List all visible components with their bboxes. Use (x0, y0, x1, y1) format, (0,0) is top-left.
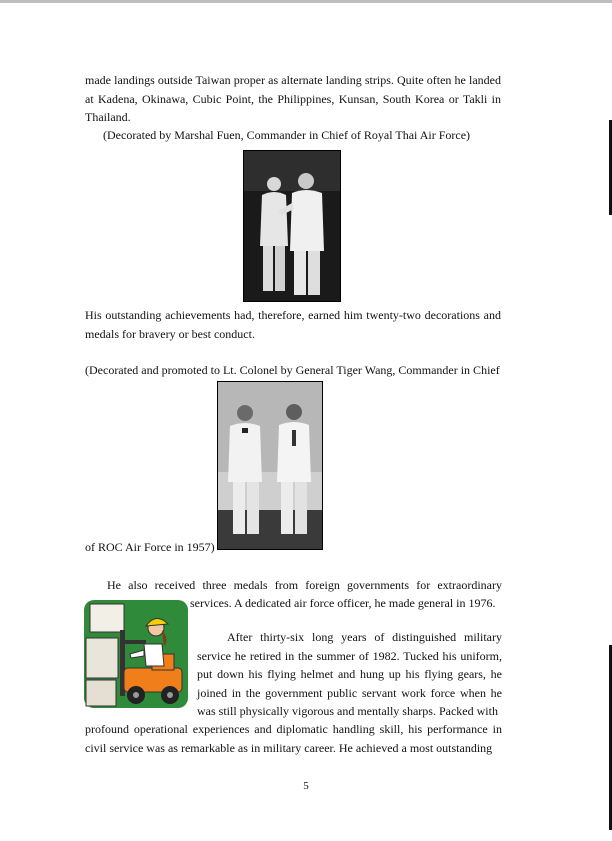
decoration-photo-2 (217, 381, 323, 550)
forklift-worker-icon (84, 600, 188, 708)
photo-caption-1: (Decorated by Marshal Fuen, Commander in Chief of Royal Thai Air Force) (103, 128, 471, 142)
paragraph-landings: made landings outside Taiwan proper as alternate landing strips. Quite often he landed at Kadena, Okinawa, Cubic Point, the Philippines, Kunsan, South Korea or Takli in Thailand. (85, 73, 501, 124)
decoration-photo-1-graphic (244, 151, 340, 301)
paragraph-foreign-medals: He also received three medals from foreign governments for extraordinary (107, 578, 502, 592)
paragraph-civil-service: profound operational experiences and diplomatic handling skill, his performance in civil service was as remarkable as in military career. He achieved a most outstanding (85, 722, 502, 755)
top-rule (0, 0, 612, 3)
forklift-clipart (84, 600, 188, 708)
paragraph-retirement: After thirty-six long years of distinguished military service he retired in the summer of 1982. Tucked his uniform, put down his flying helmet and hung up his flying gears, he joined in the government public servant work force when he was still physically vigorous and mentally sharps. Packed with (197, 630, 502, 718)
decoration-photo-1 (243, 150, 341, 302)
paragraph-foreign-medals-cont: services. A dedicated air force officer, he made general in 1976. (190, 596, 496, 610)
decoration-photo-2-graphic (218, 382, 322, 549)
photo-caption-2-line-1: (Decorated and promoted to Lt. Colonel by General Tiger Wang, Commander in Chief (85, 363, 500, 377)
paragraph-achievements: His outstanding achievements had, therefore, earned him twenty-two decorations and medals for bravery or best conduct. (85, 308, 501, 341)
photo-caption-2-line-2: of ROC Air Force in 1957) (85, 540, 215, 554)
page-number: 5 (303, 780, 309, 792)
